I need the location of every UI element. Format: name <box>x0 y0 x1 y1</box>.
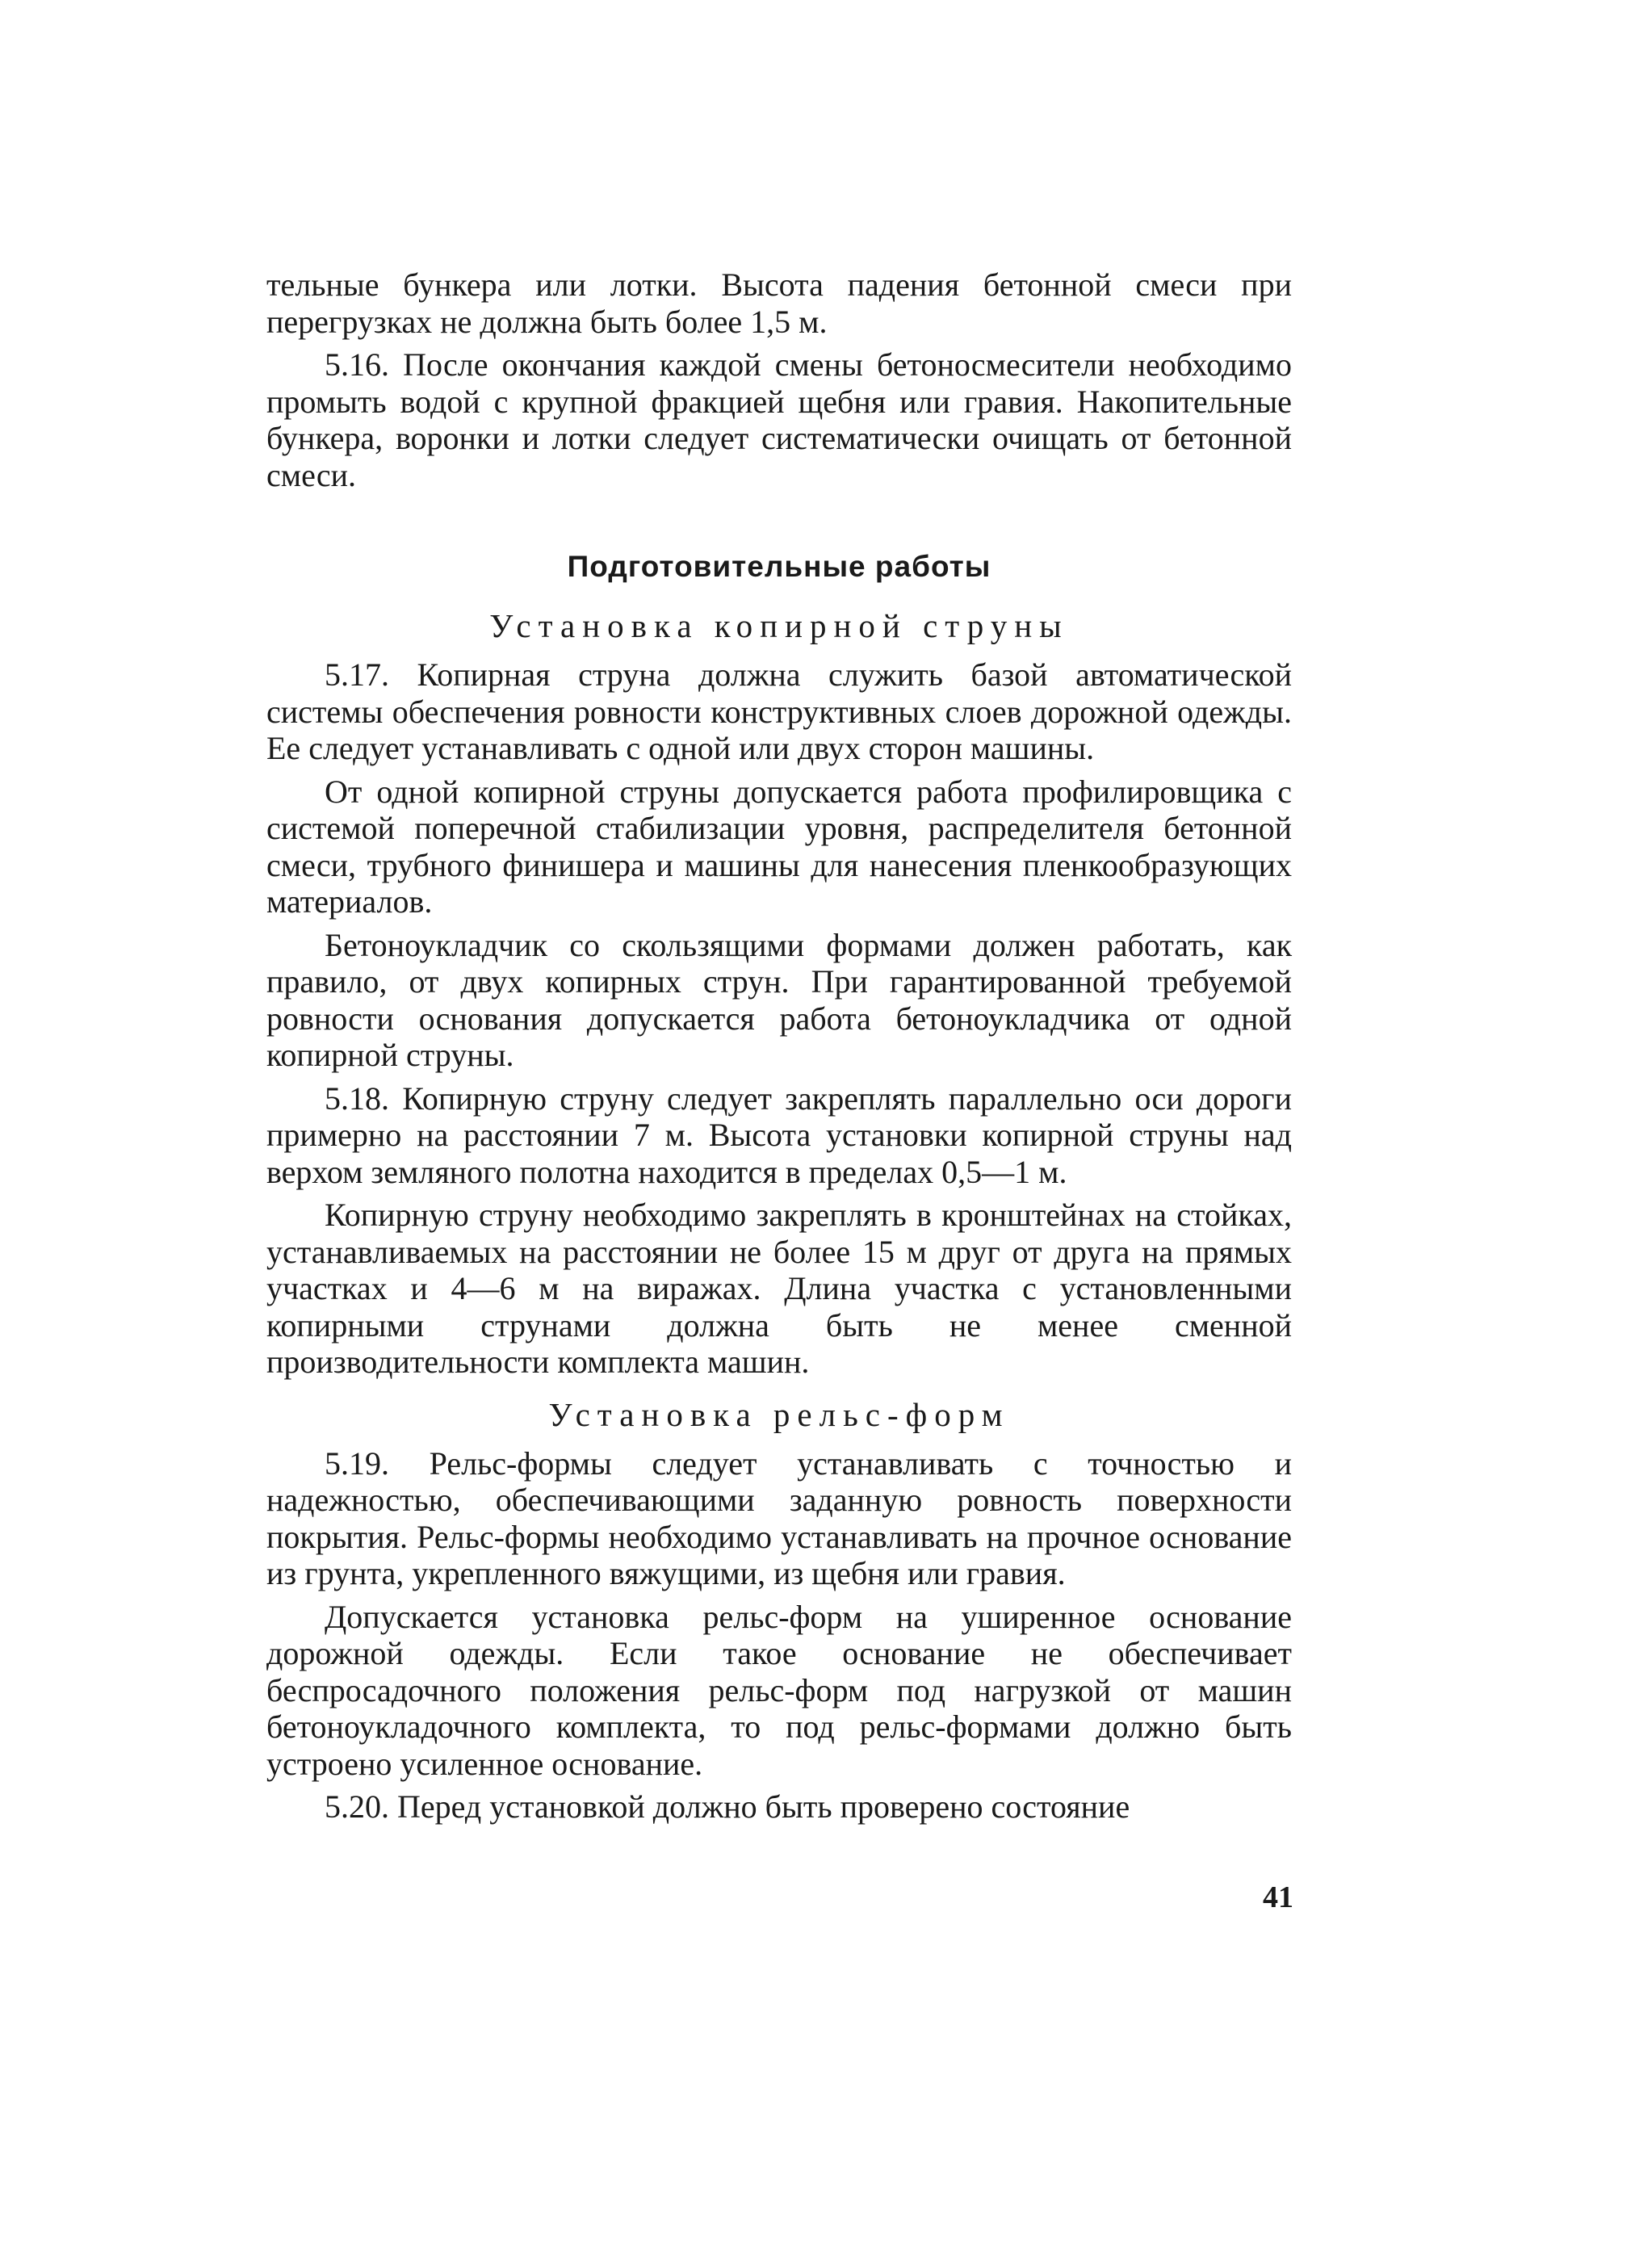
page-body <box>266 266 1292 1832</box>
paragraph-brackets: Копирную струну необходимо закреплять в кронштейнах на стойках, устанавливаемых на расстоянии не более 15 м друг от друга на прямых участках и 4—6 м на виражах. Длина участка с установленными копирными струнами должна быть не менее сменной производительности комплекта машин. <box>266 1197 1292 1380</box>
paragraph-paver: Бетоноукладчик со скользящими формами должен работать, как правило, от двух копирных струн. При гарантированной требуемой ровности основания допускается работа бетоноукладчика от одной копирной струны. <box>266 926 1292 1073</box>
subsection-heading-string: Установка копирной струны <box>489 607 1069 644</box>
paragraph-continuation: тельные бункера или лотки. Высота падения бетонной смеси при перегрузках не должна быть более 1,5 м. <box>266 266 1292 340</box>
paragraph-widened-base: Допускается установка рельс-форм на уширенное основание дорожной одежды. Если такое основание не обеспечивает беспросадочного положения рельс-форм под нагрузкой от машин бетоноукладочного комплекта, то под рельс-формами должно быть устроено усиленное основание. <box>266 1598 1292 1782</box>
section-heading: Подготовительные работы <box>567 550 991 583</box>
paragraph-5-19: 5.19. Рельс-формы следует устанавливать с точностью и надежностью, обеспечивающими заданную ровность поверхности покрытия. Рельс-формы необходимо устанавливать на прочное основание из грунта, укрепленного вяжущими, из щебня или гравия. <box>266 1444 1292 1591</box>
paragraph-5-17: 5.17. Копирная струна должна служить базой автоматической системы обеспечения ровности конструктивных слоев дорожной одежды. Ее следует устанавливать с одной или двух сторон машины. <box>266 656 1292 766</box>
paragraph-5-20: 5.20. Перед установкой должно быть проверено состояние <box>325 1788 1130 1825</box>
paragraph-profiler: От одной копирной струны допускается работа профилировщика с системой поперечной стабилизации уровня, распределителя бетонной смеси, трубного финишера и машины для нанесения пленкообразующих материалов. <box>266 773 1292 920</box>
paragraph-5-18: 5.18. Копирную струну следует закреплять параллельно оси дороги примерно на расстоянии 7 м. Высота установки копирной струны над верхом земляного полотна находится в пределах 0,5—1 м. <box>266 1080 1292 1190</box>
page-number: 41 <box>1263 1880 1293 1914</box>
subsection-heading-rail-forms: Установка рельс-форм <box>548 1395 1010 1433</box>
paragraph-5-16: 5.16. После окончания каждой смены бетоносмесители необходимо промыть водой с крупной фракцией щебня или гравия. Накопительные бункера, воронки и лотки следует систематически очищать от бетонной смеси. <box>266 346 1292 493</box>
